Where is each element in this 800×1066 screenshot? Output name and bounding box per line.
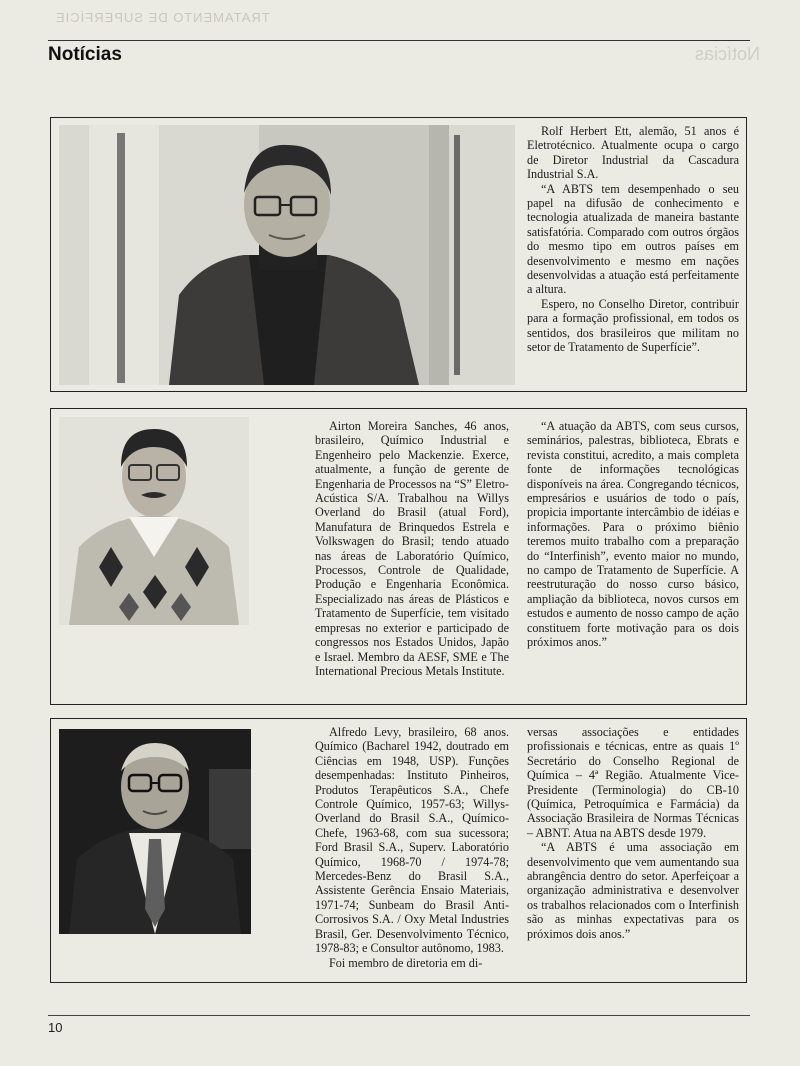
portrait-ett-image bbox=[59, 125, 515, 385]
bleed-through-header-right: Notícias bbox=[694, 44, 760, 64]
portrait-levy-image bbox=[59, 729, 251, 934]
profile-paragraph: “A ABTS é uma associação em desenvolvimento que vem aumentando sua abrangência dentro do setor. Aperfeiçoar a organização administrativa e desenvolver os trabalhos relacionados com o Interfinish são as minhas expectativas para os próximos dois anos.” bbox=[527, 840, 739, 941]
profile-paragraph: Foi membro de diretoria em di- bbox=[329, 955, 483, 970]
header-rule bbox=[48, 40, 750, 41]
portrait-photo-sanches bbox=[59, 417, 249, 625]
portrait-sanches-image bbox=[59, 417, 249, 625]
profile-paragraph: Airton Moreira Sanches, 46 anos, brasileiro, Químico Industrial e Engenheiro pelo Mackenzie. Exerce, atualmente, a função de gerente de Engenharia de Processos na “S” Eletro-Acústica S/A. Trabalhou na Willys Overland do Brasil (atual Ford), Manufatura de Brinquedos Estrela e Volkswagen do Brasil; tendo atuado nas áreas de Laboratório Químico, Processos, Controle de Qualidade, Produção e Engenharia Econômica. Especializado nas áreas de Plásticos e Tratamento de Superfície, tem visitado empresas no exterior e participado de congressos nos Estados Unidos, Japão e Israel. Membro da AESF, SME e The International Precious Metals Institute. bbox=[315, 419, 509, 678]
profile-paragraph: “A atuação da ABTS, com seus cursos, seminários, palestras, biblioteca, Ebrats e revista constitui, acredito, a mais completa fonte de informações tecnológicas disponíveis na área. Congregando técnicos, empresários e usuários de todo o país, propicia importante intercâmbio de idéias e informações. Para o próximo biênio teremos muito trabalho com a preparação do “Interfinish”, evento maior no mundo, no campo de Tratamento de Superfície. A reestruturação do nosso curso básico, ampliação da biblioteca, novos cursos em estudos e aumento de nosso campo de ação constituem forte motivação para os dois próximos anos.” bbox=[527, 419, 739, 650]
profile-alfredo-levy bbox=[50, 718, 747, 983]
profile-paragraph: Alfredo Levy, brasileiro, 68 anos. Químico (Bacharel 1942, doutrado em Ciências em 1948, USP). Funções desempenhadas: Instituto Pinheiros, Produtos Terapêuticos S.A., Chefe Controle Químico, 1957-63; Willys-Overland do Brasil S.A., Químico-Chefe, 1963-68, com sua sucessora; Ford Brasil S.A., Superv. Laboratório Químico, 1968-70 / 1974-78; Mercedes-Benz do Brasil S.A., Assistente Gerência Ensaio Materiais, 1971-74; Sunbeam do Brasil Anti-Corrosivos S.A. / Oxy Metal Industries Brasil, Ger. Desenvolvimento Técnico, 1978-83; e Consultor autônomo, 1983. bbox=[315, 725, 509, 956]
page-number: 10 bbox=[48, 1020, 63, 1035]
profile-bio-levy bbox=[315, 725, 509, 970]
profile-bio-levy-continued bbox=[527, 725, 739, 941]
profile-bio-sanches bbox=[315, 419, 509, 678]
profile-rolf-herbert-ett bbox=[50, 117, 747, 392]
portrait-photo-levy bbox=[59, 729, 251, 934]
profile-paragraph: versas associações e entidades profissionais e técnicas, entre as quais 1º Secretário do Conselho Regional de Química – 4ª Região. Atualmente Vice-Presidente (Terminologia) do CB-10 (Química, Petroquímica e Farmácia) da Associação Brasileira de Normas Técnicas – ABNT. Atua na ABTS desde 1979. bbox=[527, 725, 739, 840]
profile-text-ett bbox=[527, 124, 739, 355]
profile-paragraph: “A ABTS tem desempenhado o seu papel na difusão de conhecimento e tecnologia atualizada de maneira bastante satisfatória. Comparado com outros órgãos do mesmo tipo em outros países em desenvolvimento e mesmo em nações desenvolvidas a atuação está perfeitamente a altura. bbox=[527, 181, 739, 297]
profile-quote-sanches bbox=[527, 419, 739, 650]
profile-paragraph: Rolf Herbert Ett, alemão, 51 anos é Eletrotécnico. Atualmente ocupa o cargo de Diretor Industrial da Cascadura Industrial S.A. bbox=[527, 124, 739, 182]
portrait-photo-ett bbox=[59, 125, 515, 385]
footer-rule bbox=[48, 1015, 750, 1016]
bleed-through-header: TRATAMENTO DE SUPERFÍCIE bbox=[55, 10, 270, 25]
section-title: Notícias bbox=[48, 44, 122, 65]
profile-airton-moreira-sanches bbox=[50, 408, 747, 705]
profile-paragraph: Espero, no Conselho Diretor, contribuir para a formação profissional, em todos os sentidos, dos brasileiros que militam no setor de Tratamento de Superfície”. bbox=[527, 296, 739, 355]
